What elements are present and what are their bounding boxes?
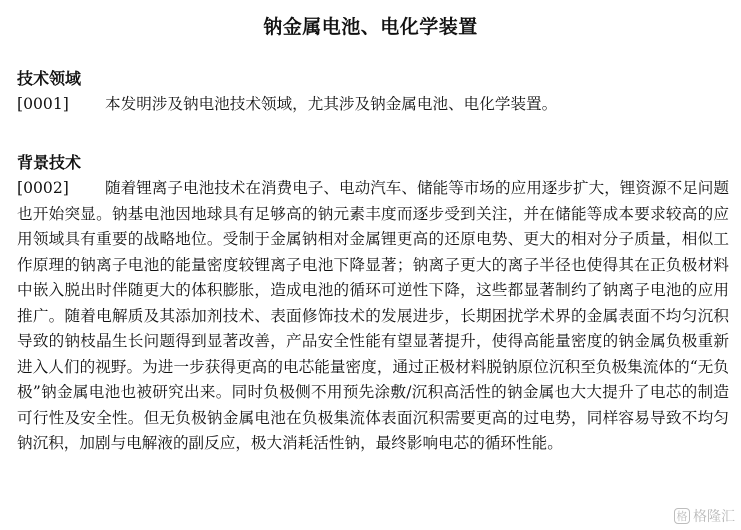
watermark xyxy=(674,506,735,526)
paragraph-text: 随着锂离子电池技术在消费电子、电动汽车、储能等市场的应用逐步扩大，锂资源不足问题也开始突显。钠基电池因地球具有足够高的钠元素丰度而逐步受到关注，并在储能等成本要求较高的应用领域具有重要的战略地位。受制于金属钠相对金属锂更高的还原电势、更大的相对分子质量，相似工作原理的钠离子电池的能量密度较锂离子电池下降显著；钠离子更大的离子半径也使得其在正负极材料中嵌入脱出时伴随更大的体积膨胀，造成电池的循环可逆性下降，这些都显著制约了钠离子电池的应用推广。随着电解质及其添加剂技术、表面修饰技术的发展进步，长期困扰学术界的金属表面不均匀沉积导致的钠枝晶生长问题得到显著改善，产品安全性能有望显著提升，使得高能量密度的钠金属负极重新进入人们的视野。为进一步获得更高的电芯能量密度，通过正极材料脱钠原位沉积至负极集流体的“无负极”钠金属电池也被研究出来。同时负极侧不用预先涂敷/沉积高活性的钠金属也大大提升了电芯的制造可行性及安全性。但无负极钠金属电池在负极集流体表面沉积需要更高的过电势，同样容易导致不均匀钠沉积，加剧与电解液的副反应，极大消耗活性钠，最终影响电芯的循环性能。 xyxy=(17,179,729,452)
paragraph-0002 xyxy=(17,176,729,457)
gelonghui-logo-icon: 格 xyxy=(674,508,690,524)
document-title: 钠金属电池、电化学装置 xyxy=(263,16,478,38)
watermark-text: 格隆汇 xyxy=(693,509,735,525)
paragraph-number: [0001] xyxy=(17,95,69,113)
paragraph-0001 xyxy=(17,92,729,118)
paragraph-number: [0002] xyxy=(17,179,69,197)
section-heading-technical-field: 技术领域 xyxy=(17,69,82,88)
section-heading-background: 背景技术 xyxy=(17,153,82,172)
paragraph-text: 本发明涉及钠电池技术领域，尤其涉及钠金属电池、电化学装置。 xyxy=(105,95,558,113)
